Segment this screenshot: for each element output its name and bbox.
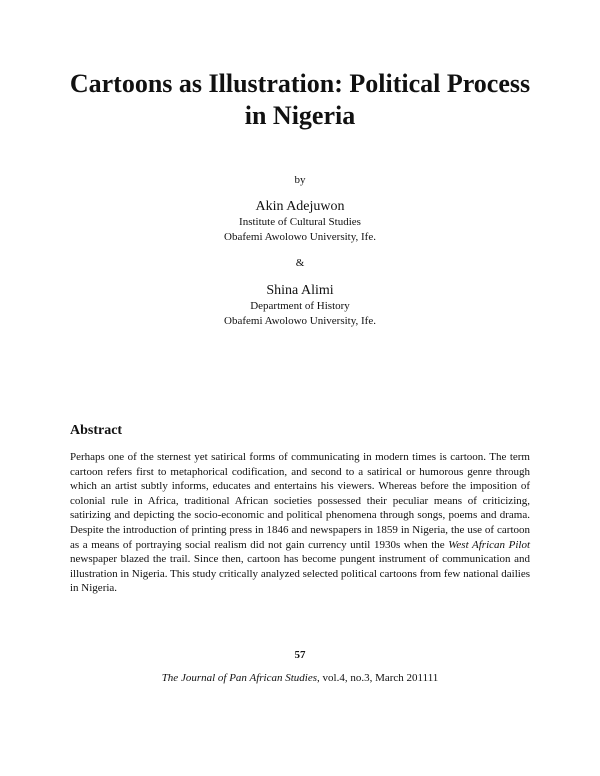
author-1-affiliation-institute: Institute of Cultural Studies bbox=[239, 216, 361, 228]
author-1-name: Akin Adejuwon bbox=[255, 199, 345, 214]
author-2-affiliation-university: Obafemi Awolowo University, Ife. bbox=[224, 315, 376, 327]
journal-footer bbox=[40, 672, 560, 684]
author-1-affiliation-university: Obafemi Awolowo University, Ife. bbox=[224, 231, 376, 243]
journal-details: , vol.4, no.3, March 201111 bbox=[317, 672, 439, 684]
abstract-text-part-1: Perhaps one of the sternest yet satirical forms of communicating in modern times is cartoon. The term cartoon refers first to metaphorical codification, and second to a satirical or humorous genre through which an artist subtly informs, educates and entertains his viewers. Whereas before the imposition of colonial rule in Africa, traditional African societies possessed their peculiar means of criticizing, satirizing and depicting the socio-economic and political phenomena through songs, poems and drama. Despite the introduction of printing press in 1846 and newspapers in 1859 in Nigeria, the use of cartoon as a means of portraying social realism did not gain currency until 1930s when the bbox=[70, 451, 530, 551]
author-separator: & bbox=[295, 257, 305, 269]
abstract-text-part-2: newspaper blazed the trail. Since then, cartoon has become pungent instrument of communication and illustration in Nigeria. This study critically analyzed selected political cartoons from few national dailies in Nigeria. bbox=[70, 553, 530, 595]
byline: by bbox=[294, 174, 306, 186]
title-line-1: Cartoons as Illustration: Political Process bbox=[69, 69, 531, 98]
author-2-name: Shina Alimi bbox=[266, 283, 334, 298]
abstract-text bbox=[70, 450, 530, 596]
abstract-publication-name: West African Pilot bbox=[448, 538, 531, 551]
author-2-affiliation-department: Department of History bbox=[250, 300, 350, 312]
page-number: 57 bbox=[294, 649, 306, 661]
paper-title bbox=[40, 68, 560, 132]
abstract-heading: Abstract bbox=[70, 423, 123, 438]
title-line-2: in Nigeria bbox=[244, 101, 356, 130]
journal-name: The Journal of Pan African Studies bbox=[161, 672, 318, 684]
